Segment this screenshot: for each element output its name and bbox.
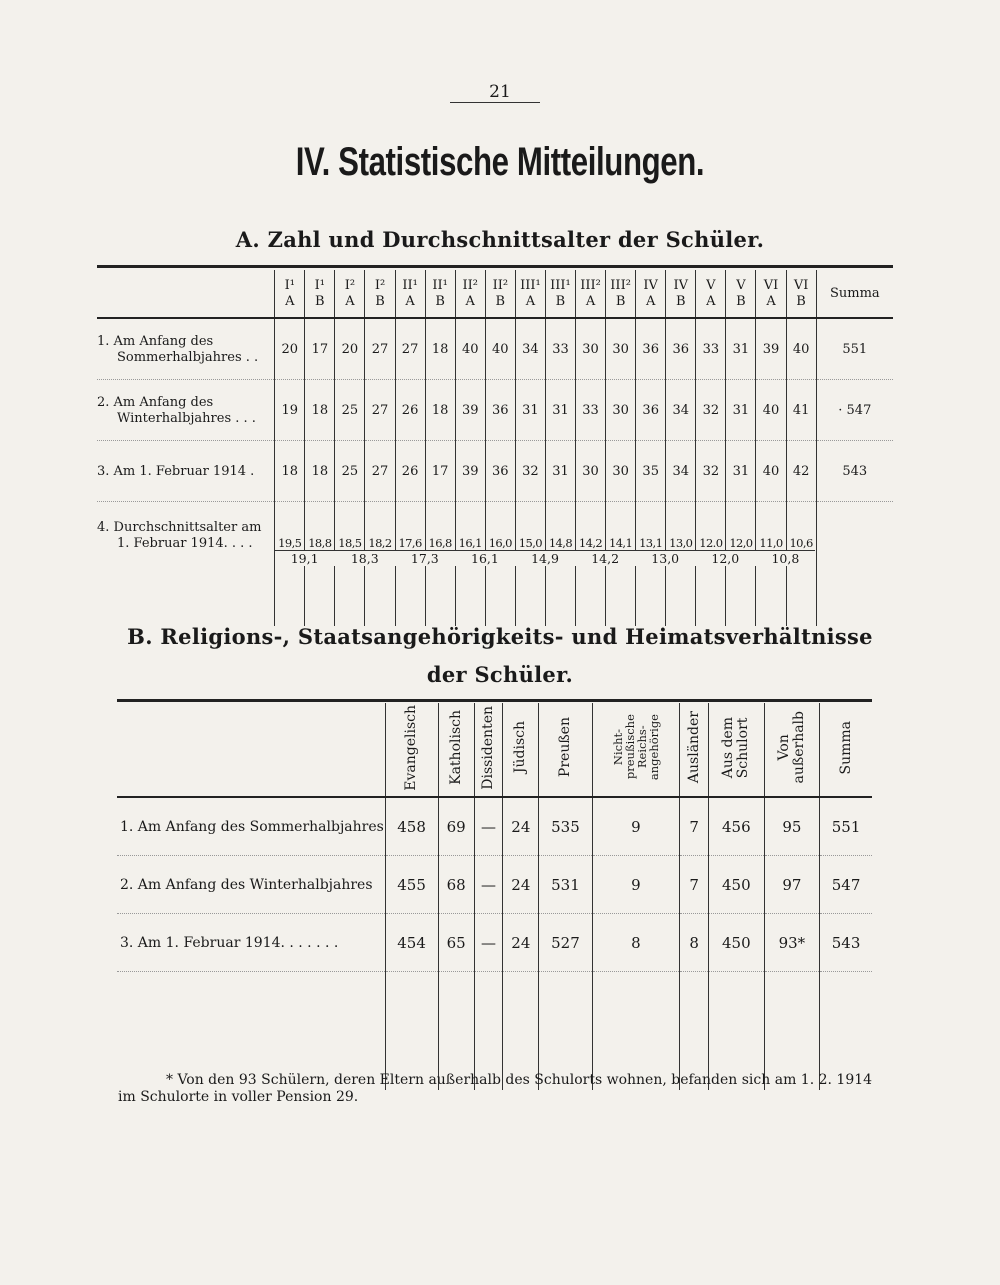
table-cell: — (474, 856, 503, 914)
sum-cell: 543 (816, 441, 893, 502)
pair-average-value: 16,1 (455, 551, 515, 566)
table-a-col-header (485, 270, 515, 318)
table-cell: 33 (545, 318, 575, 380)
col-header-class: IV (643, 277, 658, 293)
table-cell: 20 (275, 318, 305, 380)
pair-average-value: 18,3 (335, 551, 395, 566)
col-header-class: I¹ (284, 277, 295, 293)
col-header-class: I¹ (314, 277, 326, 293)
footnote (118, 1072, 878, 1106)
table-cell: 18 (275, 441, 305, 502)
table-cell: 450 (709, 856, 765, 914)
col-header-division: A (345, 293, 355, 309)
table-cell: 25 (335, 380, 365, 441)
table-cell: 34 (666, 441, 696, 502)
row-label (97, 380, 275, 441)
table-cell: 36 (636, 380, 666, 441)
table-a-col-header (606, 270, 636, 318)
table-b-col-header (820, 703, 872, 797)
table-cell: — (474, 914, 503, 972)
table-cell: 30 (606, 318, 636, 380)
table-b-col-header (438, 703, 474, 797)
table-cell: 40 (485, 318, 515, 380)
table-b (117, 703, 872, 1090)
pair-average-value: 19,1 (275, 551, 335, 566)
footnote-line-2: im Schulorte in voller Pension 29. (118, 1089, 359, 1105)
table-cell: 24 (503, 914, 539, 972)
table-cell: 33 (576, 380, 606, 441)
section-a-title: A. Zahl und Durchschnittsalter der Schüler. (235, 227, 765, 252)
col-header-class: IV (673, 277, 689, 293)
table-a-col-header (395, 270, 425, 318)
average-age-cell: 16,1 (455, 502, 485, 627)
page-number-rule (450, 102, 540, 103)
table-a-sum-header: Summa (816, 270, 893, 318)
col-header-division: A (646, 293, 656, 309)
col-header-label: Jüdisch (512, 721, 529, 774)
table-b-col-header (385, 703, 438, 797)
col-header-division: A (585, 293, 596, 309)
average-age-cell: 12.0 (696, 502, 726, 627)
col-header-division: B (315, 293, 325, 309)
table-a-col-header (365, 270, 395, 318)
table-cell: 40 (455, 318, 485, 380)
average-age-cell: 13,1 (636, 502, 666, 627)
section-b-title: B. Religions-, Staatsangehörigkeits- und Heimatsverhältnisse (127, 624, 873, 649)
pair-average-value: 14,9 (515, 551, 575, 566)
table-cell: 31 (726, 318, 756, 380)
table-cell: 9 (592, 856, 680, 914)
row-label (97, 441, 275, 502)
table-cell: 93* (764, 914, 820, 972)
col-header-label: Preußen (556, 717, 573, 778)
average-age-cell: 14,8 (545, 502, 575, 627)
table-row (97, 380, 893, 441)
col-header-division: A (706, 293, 716, 309)
table-a-top-rule (97, 265, 893, 268)
table-cell: 32 (515, 441, 545, 502)
table-row (117, 797, 872, 856)
table-cell: 36 (485, 441, 515, 502)
table-a (97, 270, 893, 626)
table-a-col-header (455, 270, 485, 318)
col-header-division: A (285, 293, 295, 309)
row-label-line: 4. Durchschnittsalter am (97, 520, 262, 535)
table-b-col-header (474, 703, 503, 797)
table-b-header (117, 703, 872, 797)
col-header-division: A (405, 293, 415, 309)
table-cell: 24 (503, 856, 539, 914)
average-age-cell: 18,5 (335, 502, 365, 627)
row-label: 2. Am Anfang des Winterhalbjahres (117, 856, 385, 914)
table-cell: 39 (455, 441, 485, 502)
col-header-class: II¹ (432, 277, 448, 293)
table-a-col-header (425, 270, 455, 318)
table-b-col-header (764, 703, 820, 797)
table-cell: 40 (786, 318, 816, 380)
table-cell: 8 (680, 914, 709, 972)
row-label: 1. Am Anfang des Sommerhalbjahres (117, 797, 385, 856)
row-label-line: 1. Am Anfang des (97, 334, 214, 349)
table-cell: 39 (756, 318, 786, 380)
table-cell: 27 (365, 380, 395, 441)
col-header-label: Dissidenten (480, 705, 496, 790)
col-header-division: B (495, 293, 506, 309)
table-cell: 40 (756, 441, 786, 502)
table-cell: 25 (335, 441, 365, 502)
col-header-class: I² (374, 277, 386, 293)
pair-average-value: 10,8 (755, 551, 815, 566)
table-cell: 65 (438, 914, 474, 972)
col-header-label: Ausländer (685, 711, 702, 784)
col-header-division: B (736, 293, 746, 309)
table-cell: 547 (820, 856, 872, 914)
col-header-class: III¹ (520, 277, 541, 293)
table-cell: 69 (438, 797, 474, 856)
table-b-top-rule (117, 699, 872, 702)
table-cell: 551 (820, 797, 872, 856)
col-header-class: VI (793, 277, 809, 293)
table-cell: 31 (545, 380, 575, 441)
average-age-cell: 10,6 (786, 502, 816, 627)
col-header-division: B (675, 293, 686, 309)
table-cell: 17 (305, 318, 335, 380)
table-a-col-header (305, 270, 335, 318)
col-header-class: III² (580, 277, 601, 293)
col-header-division: B (555, 293, 566, 309)
col-header-division: B (796, 293, 806, 309)
table-b-col-header (539, 703, 592, 797)
table-cell: 27 (365, 318, 395, 380)
table-b-col-header (709, 703, 765, 797)
table-cell: 31 (545, 441, 575, 502)
table-cell: 543 (820, 914, 872, 972)
row-label-line: 1. Februar 1914. . . . (117, 536, 253, 551)
table-cell: 30 (606, 441, 636, 502)
average-age-cell: 19,5 (275, 502, 305, 627)
table-cell: 24 (503, 797, 539, 856)
table-cell: 27 (365, 441, 395, 502)
table-cell: 17 (425, 441, 455, 502)
table-cell: 32 (696, 380, 726, 441)
average-age-cell: 18,8 (305, 502, 335, 627)
table-cell: 18 (305, 380, 335, 441)
average-age-cell: 13,0 (666, 502, 696, 627)
table-cell: 36 (666, 318, 696, 380)
pair-average-value: 17,3 (395, 551, 455, 566)
table-cell: 42 (786, 441, 816, 502)
table-cell: 33 (696, 318, 726, 380)
col-header-class: III¹ (550, 277, 571, 293)
average-age-cell: 18,2 (365, 502, 395, 627)
col-header-division: A (766, 293, 776, 309)
table-cell: 34 (515, 318, 545, 380)
table-row (117, 856, 872, 914)
col-header-class: I² (344, 277, 356, 293)
table-cell: 26 (395, 380, 425, 441)
table-cell: 456 (709, 797, 765, 856)
row-label: 3. Am 1. Februar 1914. . . . . . . (117, 914, 385, 972)
average-age-cell: 14,1 (606, 502, 636, 627)
table-cell: 40 (756, 380, 786, 441)
table-a-col-header (275, 270, 305, 318)
average-age-cell: 12,0 (726, 502, 756, 627)
table-a-col-header (545, 270, 575, 318)
table-cell: 30 (606, 380, 636, 441)
average-age-cell: 11,0 (756, 502, 786, 627)
table-cell: 18 (425, 318, 455, 380)
sum-cell (816, 502, 893, 627)
col-header-division: B (435, 293, 445, 309)
table-b-header-label-cell (117, 703, 385, 797)
col-header-class: II¹ (402, 277, 418, 293)
row-label-line: Sommerhalbjahres . . (117, 350, 259, 365)
table-b-col-header (592, 703, 680, 797)
table-a-col-header (726, 270, 756, 318)
col-header-division: B (615, 293, 626, 309)
table-cell: 30 (576, 318, 606, 380)
table-cell: 97 (764, 856, 820, 914)
table-b-col-header (503, 703, 539, 797)
table-cell: 9 (592, 797, 680, 856)
table-row (97, 441, 893, 502)
page-number: 21 (489, 82, 511, 102)
section-b-subtitle: der Schüler. (426, 662, 574, 687)
table-cell: 31 (515, 380, 545, 441)
table-cell: 19 (275, 380, 305, 441)
table-cell: 7 (680, 797, 709, 856)
table-cell: 26 (395, 441, 425, 502)
col-header-class: II² (462, 277, 478, 293)
pair-average-value: 14,2 (575, 551, 635, 566)
table-cell: 8 (592, 914, 680, 972)
average-age-cell: 16,8 (425, 502, 455, 627)
table-cell: 68 (438, 856, 474, 914)
col-header-label: Aus dem Schulort (720, 716, 752, 779)
table-cell: 450 (709, 914, 765, 972)
table-cell: 39 (455, 380, 485, 441)
table-cell: 458 (385, 797, 438, 856)
average-age-cell: 14,2 (576, 502, 606, 627)
col-header-division: A (525, 293, 536, 309)
table-cell: 31 (726, 380, 756, 441)
col-header-class: V (706, 277, 716, 293)
table-row (97, 318, 893, 380)
table-a-header (97, 270, 893, 318)
col-header-label: Evangelisch (403, 704, 420, 791)
table-cell: 35 (636, 441, 666, 502)
pair-average-value: 13,0 (635, 551, 695, 566)
table-a-header-label-cell (97, 270, 275, 318)
table-cell: 18 (425, 380, 455, 441)
table-cell: — (474, 797, 503, 856)
col-header-division: A (465, 293, 475, 309)
table-row (117, 914, 872, 972)
table-a-col-header (696, 270, 726, 318)
table-a-col-header (335, 270, 365, 318)
average-age-cell: 15,0 (515, 502, 545, 627)
row-label-line: 3. Am 1. Februar 1914 . (97, 464, 255, 479)
table-cell: 31 (726, 441, 756, 502)
col-header-class: III² (610, 277, 631, 293)
table-cell: 34 (666, 380, 696, 441)
col-header-class: II² (492, 277, 509, 293)
average-age-cell: 17,6 (395, 502, 425, 627)
table-b-col-header (680, 703, 709, 797)
table-a-col-header (576, 270, 606, 318)
col-header-class: VI (763, 277, 779, 293)
row-label (97, 502, 275, 627)
table-cell: 36 (636, 318, 666, 380)
col-header-class: V (736, 277, 746, 293)
average-age-cell: 16,0 (485, 502, 515, 627)
pair-average-value: 12,0 (695, 551, 755, 566)
row-label (97, 318, 275, 380)
table-a-col-header (756, 270, 786, 318)
table-a-col-header (515, 270, 545, 318)
table-cell: 531 (539, 856, 592, 914)
col-header-label: Summa (837, 720, 854, 775)
table-cell: 454 (385, 914, 438, 972)
table-cell: 20 (335, 318, 365, 380)
table-cell: 36 (485, 380, 515, 441)
table-a-col-header (666, 270, 696, 318)
row-label-line: Winterhalbjahres . . . (117, 411, 256, 426)
table-cell: 7 (680, 856, 709, 914)
col-header-label: Nicht- preußische Reichs- angehörige (610, 714, 661, 781)
sum-cell: · 547 (816, 380, 893, 441)
col-header-division: B (375, 293, 385, 309)
table-a-col-header (786, 270, 816, 318)
sum-cell: 551 (816, 318, 893, 380)
table-cell: 95 (764, 797, 820, 856)
table-cell: 30 (576, 441, 606, 502)
table-cell: 41 (786, 380, 816, 441)
table-a-col-header (636, 270, 666, 318)
table-cell: 535 (539, 797, 592, 856)
table-cell: 527 (539, 914, 592, 972)
col-header-label: Katholisch (447, 710, 464, 785)
table-cell: 18 (305, 441, 335, 502)
footnote-line-1: * Von den 93 Schülern, deren Eltern außerhalb des Schulorts wohnen, befanden sich am 1. 2. 1914 (166, 1072, 873, 1088)
row-label-line: 2. Am Anfang des (97, 395, 214, 410)
page-title: IV. Statistische Mitteilungen. (295, 140, 705, 184)
table-cell: 27 (395, 318, 425, 380)
table-cell: 32 (696, 441, 726, 502)
col-header-label: Von außerhalb (775, 711, 807, 784)
table-cell: 455 (385, 856, 438, 914)
